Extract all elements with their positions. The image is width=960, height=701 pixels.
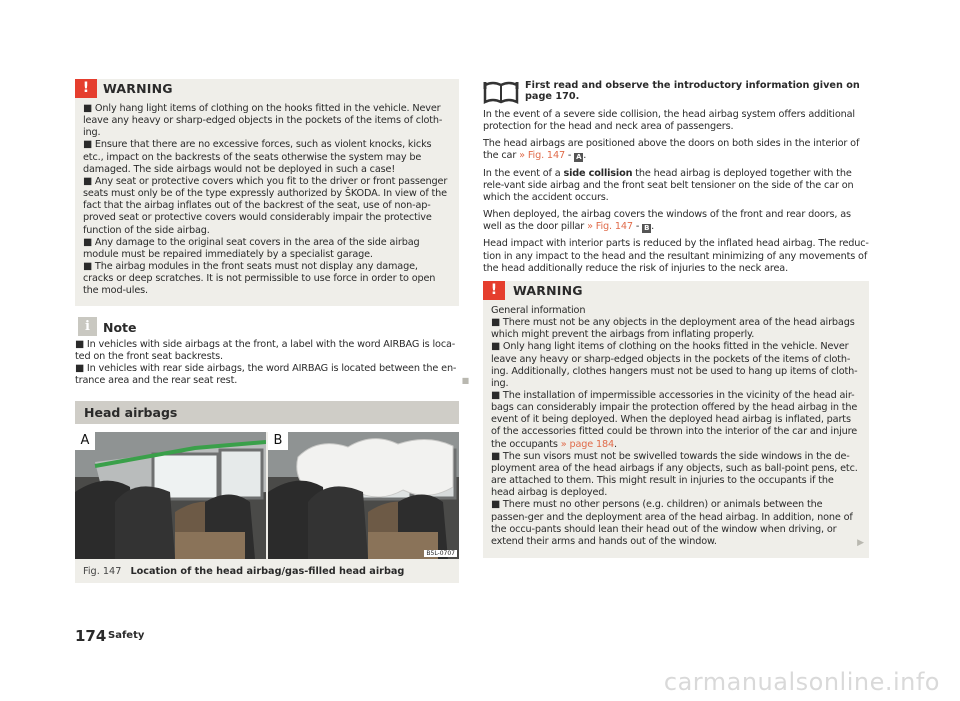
warning-item: ■ Any damage to the original seat covers in the area of the side airbag module must be repaired immediately by a specialist garage. [83,236,420,260]
warning-item: ■ There must not be any objects in the deployment area of the head airbags which might prevent the airbags from inflating properly. [491,317,855,341]
note-body [75,337,469,388]
read-first-notice [483,79,869,109]
warning-body [75,98,459,298]
note-item: ■ In vehicles with side airbags at the front, a label with the word AIRBAG is loca-ted on the front seat backrests. [75,338,456,362]
body-text [483,109,869,275]
paragraph-text: . [651,221,655,233]
watermark: carmanualsonline.info [663,668,940,696]
paragraph: In the event of a severe side collision, the head airbag system offers additional protection for the head and neck area of passengers. [483,109,855,133]
warning-item [491,390,859,451]
page-link[interactable]: » page 184 [560,438,615,450]
warning-item: ■ Any seat or protective covers which you fit to the driver or front passenger seats must only be of the type expressly authorized by ŠKODA. In view of the fact that the airbag inflates out of the backrest of the seat, use of non-ap-proved seat or protective covers would considerably impair the protective function of the side airbag. [83,175,448,236]
note-title: Note [103,319,137,335]
figure-number: Fig. 147 [83,566,122,578]
paragraph-text: the head airbag is deployed together with the rele-vant side airbag and the front seat belt tensioner on the side of the car on which the accident occurs. [483,167,854,203]
page-number: 174 [75,627,107,645]
continue-arrow-icon: ▶ [857,538,864,548]
info-icon: i [78,317,97,336]
figure-part-a-badge: A [576,153,582,162]
figure-147 [75,432,459,583]
figure-link[interactable]: » Fig. 147 [587,221,633,233]
paragraph-text: In the event of a [483,167,564,179]
paragraph-text: When deployed, the airbag covers the windows of the front and rear doors, as well as the door pillar [483,209,851,233]
figure-caption [75,559,459,580]
note-header [75,317,459,337]
note-item: ■ In vehicles with rear side airbags, the word AIRBAG is located between the en-trance area and the rear seat rest. [75,362,457,386]
figure-images [75,432,459,559]
left-column [75,79,469,583]
separator: - [632,221,643,233]
warning-subheading: General information [491,304,586,316]
page-section-name: Safety [108,630,145,641]
paragraph [483,209,869,233]
figure-label-a: A [75,432,95,450]
paragraph [483,138,869,162]
warning-item: ■ Ensure that there are no excessive forces, such as violent knocks, kicks etc., impact on the backrests of the seats otherwise the system may be damaged. The side airbags would not be deployed in such a case! [83,139,432,175]
figure-caption-text: Location of the head airbag/gas-filled head airbag [130,566,405,578]
emphasis: side collision [563,167,633,179]
read-first-text: First read and observe the introductory information given on page 170. [525,80,860,102]
warning-body [483,300,869,548]
warning-box-side-airbag [75,79,459,306]
figure-link[interactable]: » Fig. 147 [519,150,565,162]
warning-item: ■ The sun visors must not be swivelled towards the side windows in the de-ployment area of the head airbags if any objects, such as ball-point pens, etc. are attached to them. This might result in injuries to the occupants if the head airbag is deployed. [491,450,858,499]
paragraph: Head impact with interior parts is reduced by the inflated head airbag. The reduc-tion in any impact to the head and the resultant minimizing of any movements of the head additionally reduce the risk of injuries to the neck area. [483,238,869,274]
paragraph-text: The head airbags are positioned above the doors on both sides in the interior of the car [483,138,860,162]
right-column [483,79,869,558]
warning-item: ■ The airbag modules in the front seats must not display any damage, cracks or deep scratches. It is not permissible to use force in order to open the mod-ules. [83,261,436,297]
separator: - [564,150,575,162]
figure-image-b [268,432,459,559]
figure-part-b-badge: B [644,224,650,233]
paragraph-text: . [583,150,587,162]
end-of-section-icon: ■ [461,375,469,385]
warning-header [75,79,459,98]
warning-icon: ! [483,281,505,300]
warning-text: . [614,438,617,450]
warning-item: ■ Only hang light items of clothing on the hooks fitted in the vehicle. Never leave any heavy or sharp-edged objects in the pockets of the items of cloth-ing. [83,103,443,139]
section-title: Head airbags [75,401,459,424]
figure-image-a [75,432,266,559]
warning-title: WARNING [513,282,583,298]
warning-icon: ! [75,79,97,98]
car-interior-illustration [75,432,266,559]
warning-box-head-airbag [483,281,869,558]
figure-label-b: B [268,432,288,450]
open-book-icon [483,79,519,105]
warning-item: ■ Only hang light items of clothing on the hooks fitted in the vehicle. Never leave any heavy or sharp-edged objects in the pockets of the items of cloth-ing. Additionally, clothes hangers must not be used to hang up items of cloth-ing. [491,341,858,389]
figure-code: B5L-0707 [426,550,455,558]
warning-item: ■ There must no other persons (e.g. children) or animals between the passen-ger and the deployment area of the head airbag. In addition, none of the occu-pants should lean their head out of the window when driving, or extend their arms and hands out of the window. [491,499,853,547]
airbag-deployed-illustration [268,432,459,559]
warning-header [483,281,869,300]
paragraph [483,168,869,204]
warning-title: WARNING [103,81,173,96]
warning-text: ■ The installation of impermissible accessories in the vicinity of the head air-bags can considerably impair the protection offered by the head airbag in the event of it being deployed. When the deployed head airbag is inflated, parts of the accessories fitted could be thrown into the interior of the car and injure the occupants [491,389,858,450]
